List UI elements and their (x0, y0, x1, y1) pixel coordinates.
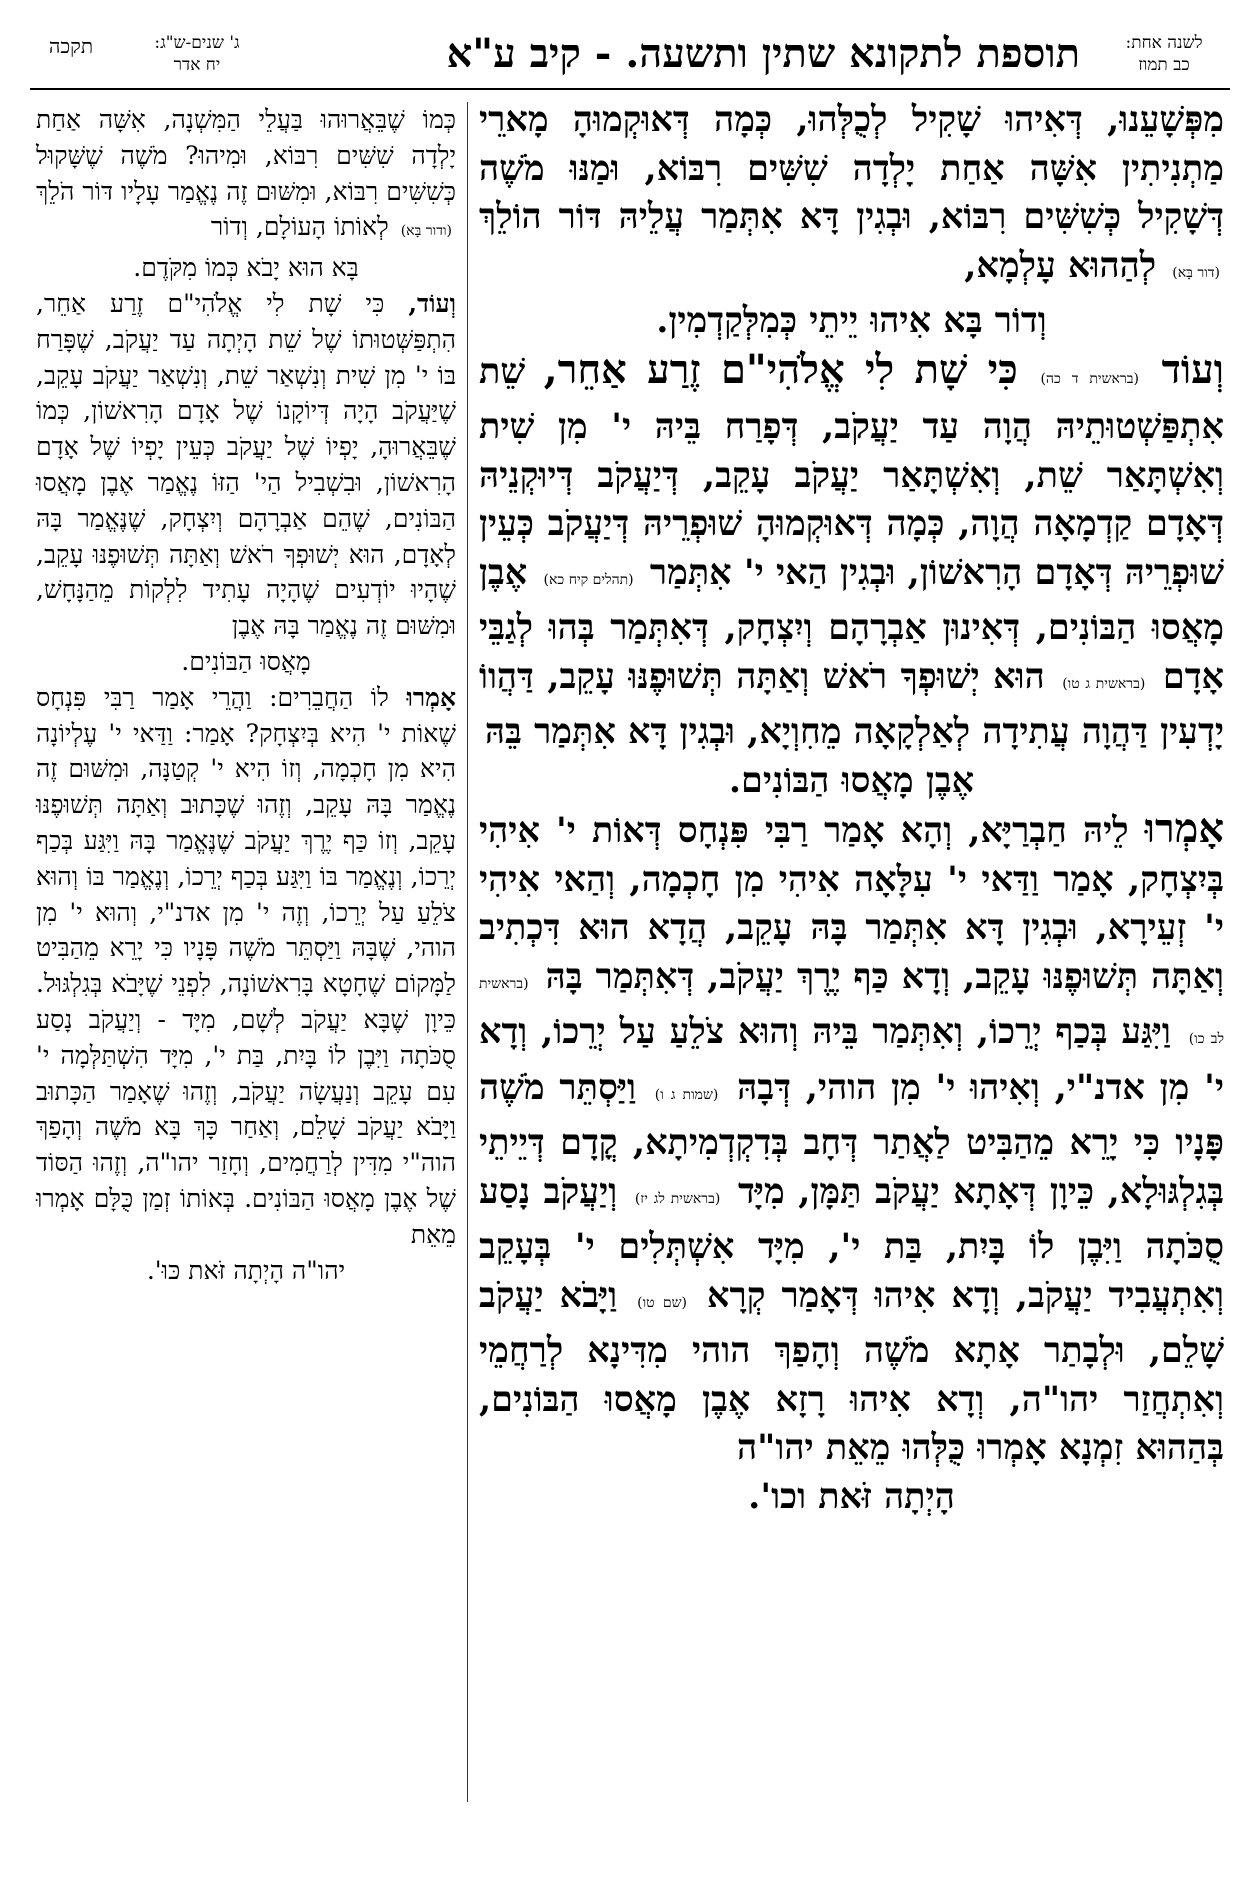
text-run: אֶבֶן מָאֲסוּ הַבּוֹנִים, דְּאִינוּן אַבְרָהָם וְיִצְחָק, דְּאִתְּמַר בְּהוּ לְגַבֵּי אָדָם (479, 551, 1225, 697)
schedule-label: לשנה אחת: (1125, 33, 1203, 53)
source-reference: (דור בָּא) (1172, 264, 1220, 281)
text-run: וַיִּגַּע בְּכַף יְרֵכוֹ, וְאִתְּמַר בֵּיהּ וְהוּא צֹלֵעַ עַל יְרֵכוֹ, וְדָא י' מִן אדנ"י, וְאִיהוּ י' מִן הוהי, דְּבָהּ (479, 1011, 1225, 1108)
column-divider (467, 102, 468, 1802)
text-run: וַיַּסְתֵּר מֹשֶׁה פָּנָיו כִּי יָרֵא מֵהַבִּיט לַאֲתַר דְּחָב בְּדִקְדְמִיתָא, קֳדָם דְּיֵיתֵי בְּגִלְגּוּלָא, כֵּיוָן דְּאָתָא יַעֲקֹב תַּמָּן, מִיָּד (479, 1066, 1225, 1212)
header-divider (30, 88, 1230, 90)
source-reference: (בראשית לג יז) (634, 1190, 721, 1207)
text-run: לְהַהוּא עָלְמָא, (964, 244, 1157, 286)
text-run: וְיַעֲקֹב נָסַע סֻכֹּתָה וַיִּבֶן לוֹ בָּיִת, בַּת י', מִיָּד אִשְׁתְּלִים י' בְּעָקֵב וְאִתְעֲבִיד יַעֲקֹב, וְדָא אִיהוּ דְּאָמַר קְרָא (479, 1170, 1225, 1316)
schedule-label: ג' שנים-ש"ג: (154, 33, 240, 53)
main-paragraph-end: וְדוֹר בָּא אִיהוּ יֵיתֵי כְּמִלְּקַדְמִין. (656, 300, 1047, 341)
main-paragraph-end: אֶבֶן מָאֲסוּ הַבּוֹנִים. (728, 759, 975, 801)
paragraph-lead-word: אָמְרוּ (406, 682, 457, 712)
text-run: כִּי שָׁת לִי אֱלֹהִי"ם זֶרַע אַחֵר, (543, 345, 1018, 393)
translation-column (36, 102, 456, 1288)
source-reference: (שמות ג ו) (654, 1086, 719, 1103)
study-schedule-three-years (122, 32, 272, 76)
text-run: כְּמוֹ שֶׁבֵּאֲרוּהוּ בַּעֲלֵי הַמִּשְׁנָה, אִשָּׁה אַחַת יָלְדָה שִׁשִּׁים רִבּוֹא, וּמִיהוּ? מֹשֶׁה שֶׁשָּׁקוּל כְּשִׁשִּׁים רִבּוֹא, וּמִשּׁוּם זֶה נֶאֱמַר עָלָיו דּוֹר הֹלֵךְ (36, 105, 456, 206)
text-run: וַיָּבֹא יַעֲקֹב שָׁלֵם, וּלְבָתַר אָתָא מֹשֶׁה וְהָפַךְ הוהי מִדִּינָא לְרַחֲמֵי וְאִתְחֲזַר יהו"ה, וְדָא אִיהוּ רָזָא אֶבֶן מָאֲסוּ הַבּוֹנִים, בְּהַהוּא זִמְנָא אָמְרוּ כֻּלְּהוּ מֵאֵת יהו"ה (479, 1274, 1224, 1468)
translation-paragraph (36, 286, 456, 644)
translation-paragraph (36, 102, 456, 250)
source-reference: (בראשית ג טו) (1062, 675, 1146, 692)
study-schedule-one-year (1104, 32, 1224, 76)
source-reference: (בראשית ד כה) (1040, 370, 1139, 387)
text-run: לֵיהּ חַבְרַיָּא, וְהָא אָמַר רַבִּי פִּנְחָס דְּאוֹת י' אִיהִי בְּיִצְחָק, אָמַר וַדַּאי י' עִלָּאָה אִיהִי מִן חָכְמָה, וְהַאי אִיהִי י' זְעֵירָא, וּבְגִין דָּא אִתְּמַר בָּהּ עָקֵב, הֲדָא הוּא דִּכְתִיב וְאַתָּה תְּשׁוּפֶנּוּ עָקֵב, וְדָא כַּף יֶרֶךְ יַעֲקֹב, דְּאִתְּמַר בָּהּ (479, 810, 1225, 997)
paragraph-lead-word: וְעוֹד (1161, 345, 1224, 393)
schedule-date: יח אדר (173, 55, 221, 75)
paragraph-lead-word: אָמְרוּ (1144, 805, 1225, 852)
source-reference: (ודור בָּא) (400, 223, 452, 240)
text-run: מִפְּשָׁעֵנוּ, דְּאִיהוּ שָׁקִיל לְכֻלְּהוּ, כְּמָה דְּאוּקְמוּהָ מָארֵי מַתְנִיתִין אִשָּׁה אַחַת יָלְדָה שִׁשִּׁים רִבּוֹא, וּמַנּוּ מֹשֶׁה דְּשָׁקִיל כְּשִׁשִּׁים רִבּוֹא, וּבְגִין דָּא אִתְּמַר עֲלֵיהּ דּוֹר הוֹלֵךְ (479, 99, 1224, 237)
translation-paragraph-end: בָּא הוּא יָבֹא כְּמוֹ מִקֹּדֶם. (133, 253, 359, 283)
page-header (30, 26, 1230, 90)
main-paragraph (479, 96, 1224, 297)
main-paragraph (479, 805, 1224, 1473)
page-number: תקכה (48, 34, 94, 58)
source-reference: (תהלים קיח כא) (543, 571, 634, 588)
main-paragraph-end: הָיְתָה זֹּאת וכו'. (748, 1475, 955, 1517)
page-title: תוספת לתקונא שתין ותשעה. - קיב ע"א (446, 30, 1080, 77)
page (30, 26, 1230, 1866)
paragraph-lead-word: וְעוֹד, (408, 288, 457, 318)
schedule-date: כב תמוז (1138, 55, 1190, 75)
text-run: שֵׁת אִתְפַּשְׁטוּתֵיהּ הֲוָה עַד יַעֲקֹב, דְּפָרַח בֵּיהּ י' מִן שִׁית וְאִשְׁתָּאַר שֵׁת, וְאִשְׁתָּאַר יַעֲקֹב עָקֵב, דְּיַעֲקֹב דְּיוּקְנֵיהּ דְּאָדָם קַדְמָאָה הֲוָה, כְּמָה דְּאוּקְמוּהָ שׁוּפְרֵיהּ דְּיַעֲקֹב כְּעֵין שׁוּפְרֵיהּ דְּאָדָם הָרִאשׁוֹן, וּבְגִין הַאי י' אִתְּמַר (479, 350, 1225, 593)
source-reference: (שם טו) (637, 1294, 688, 1311)
translation-paragraph-end: יהו"ה הָיְתָה זֹּאת כּוּ'. (146, 1255, 346, 1285)
main-paragraph (479, 346, 1224, 757)
text-run: לוֹ הַחֲבֵרִים: וַהֲרֵי אָמַר רַבִּי פִּנְחָס שֶׁאוֹת י' הִיא בְּיִצְחָק? אָמַר: וַדַּאי י' עֶלְיוֹנָה הִיא מִן חָכְמָה, וְזוֹ הִיא י' קְטַנָּה, וּמִשּׁוּם זֶה נֶאֱמַר בָּהּ עָקֵב, וְזֶהוּ שֶׁכָּתוּב וְאַתָּה תְּשׁוּפֶנּוּ עָקֵב, וְזוֹ כַּף יֶרֶךְ יַעֲקֹב שֶׁנֶּאֱמַר בָּהּ וַיִּגַּע בְּכַף יְרֵכוֹ, וְנֶאֱמַר בּוֹ וַיִּגַּע בְּכַף יְרֵכוֹ, וְנֶאֱמַר בּוֹ וְהוּא צֹלֵעַ עַל יְרֵכוֹ, וְזֶה י' מִן אדנ"י, וְהוּא י' מִן הוהי, שֶׁבָּהּ וַיַּסְתֵּר מֹשֶׁה פָּנָיו כִּי יָרֵא מֵהַבִּיט לַמָּקוֹם שֶׁחָטָא בָּרִאשׁוֹנָה, לִפְנֵי שֶׁיָּבֹא בְּגִלְגּוּל. כֵּיוָן שֶׁבָּא יַעֲקֹב לְשָׁם, מִיָּד - וְיַעֲקֹב נָסַע סֻכֹּתָה וַיִּבֶן לוֹ בָּיִת, בַּת י', מִיָּד הִשְׁתַּלְּמָה י' עִם עָקֵב וְנַעֲשָׂה יַעֲקֹב, וְזֶהוּ שֶׁאָמַר הַכָּתוּב וַיָּבֹא יַעֲקֹב שָׁלֵם, וְאַחַר כָּךְ בָּא מֹשֶׁה וְהָפַךְ הוה"י מִדִּין לְרַחֲמִים, וְחָזַר יהו"ה, וְזֶהוּ הַסּוֹד שֶׁל אֶבֶן מָאֲסוּ הַבּוֹנִים. בְּאוֹתוֹ זְמַן כֻּלָּם אָמְרוּ מֵאֵת (36, 682, 456, 1249)
source-reference: (בראשית לב כו) (479, 975, 1224, 1047)
translation-paragraph-end: מָאֲסוּ הַבּוֹנִים. (181, 646, 311, 676)
text-run: הוּא יְשׁוּפְךָ רֹאשׁ וְאַתָּה תְּשׁוּפֶנּוּ עָקֵב, דַּהֲווֹ יָדְעִין דַּהֲוָה עֲתִידָה לְאַלְקָאָה מֵחִוְיָא, וּבְגִין דָּא אִתְּמַר בֵּהּ (479, 655, 1224, 752)
main-text-column (479, 96, 1224, 1521)
text-run: כִּי שָׁת לִי אֱלֹהִי"ם זֶרַע אַחֵר, הִתְפַּשְּׁטוּתוֹ שֶׁל שֵׁת הָיְתָה עַד יַעֲקֹב, שֶׁפָּרַח בּוֹ י' מִן שִׁית וְנִשְׁאַר שֵׁת, וְנִשְׁאַר יַעֲקֹב עָקֵב, שֶׁיַּעֲקֹב הָיָה דְּיוֹקָנוֹ שֶׁל אָדָם הָרִאשׁוֹן, כְּמוֹ שֶׁבֵּאֲרוּהָ, יָפְיוֹ שֶׁל יַעֲקֹב כְּעֵין יָפְיוֹ שֶׁל אָדָם הָרִאשׁוֹן, וּבִשְׁבִיל הַי' הַזּוֹ נֶאֱמַר אֶבֶן מָאֲסוּ הַבּוֹנִים, שֶׁהֵם אַבְרָהָם וְיִצְחָק, שֶׁנֶּאֱמַר בָּהּ לְאָדָם, הוּא יְשׁוּפְךָ רֹאשׁ וְאַתָּה תְּשׁוּפֶנּוּ עָקֵב, שֶׁהָיוּ יוֹדְעִים שֶׁהָיָה עָתִיד לִלְקוֹת מֵהַנָּחָשׁ, וּמִשּׁוּם זֶה נֶאֱמַר בָּהּ אֶבֶן (36, 288, 456, 641)
text-run: לְאוֹתוֹ הָעוֹלָם, וְדוֹר (210, 212, 389, 242)
translation-paragraph (36, 680, 456, 1253)
